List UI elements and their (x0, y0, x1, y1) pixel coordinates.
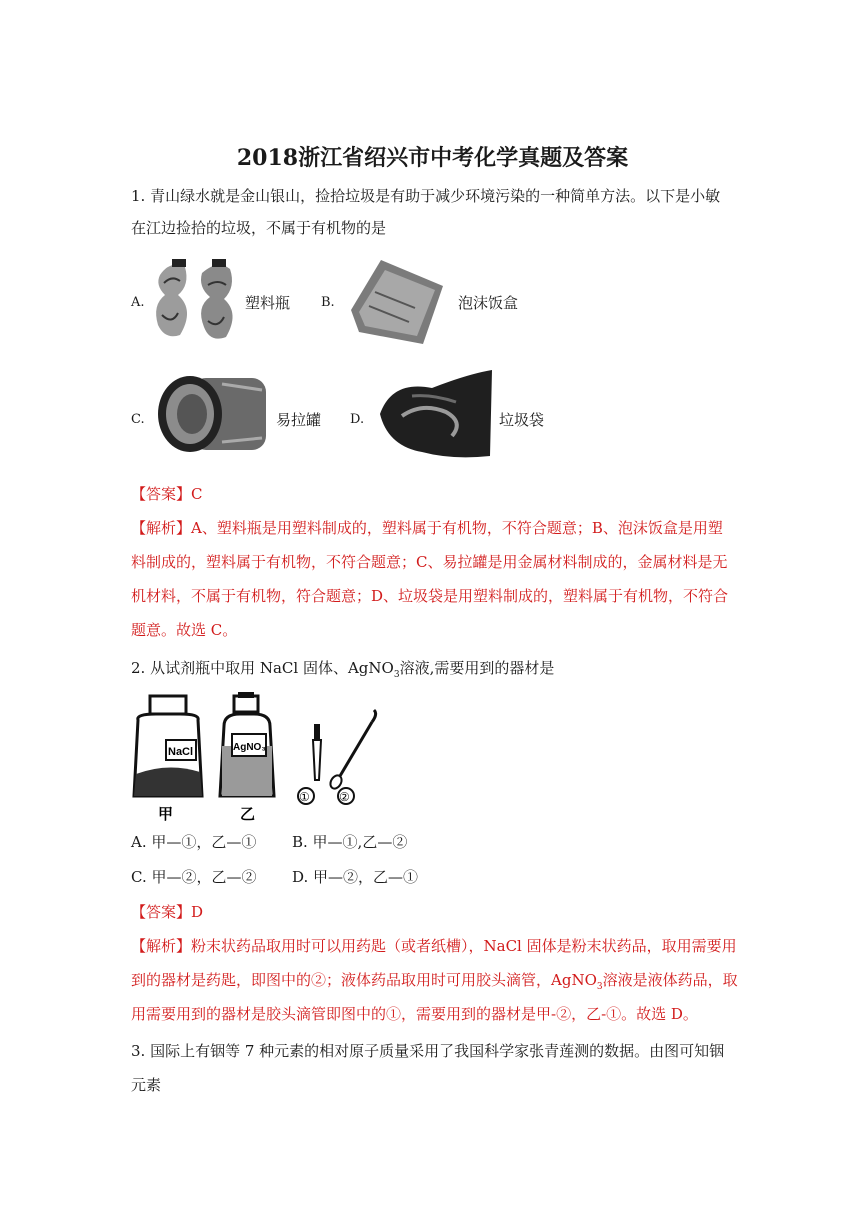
reagent-figure (128, 692, 390, 824)
page-title: 2018浙江省绍兴市中考化学真题及答案 (236, 145, 629, 171)
q2-stem (131, 658, 554, 685)
dropper-image (313, 724, 321, 780)
bottle-jia-label: NaCl (168, 746, 194, 758)
bottle-yi-image (220, 692, 274, 796)
q2-analysis-line2-post: 溶液是液体药品，取 (602, 971, 738, 989)
q1-option-d-letter: D. (350, 412, 365, 427)
q1-option-d-label: 垃圾袋 (499, 411, 545, 429)
garbage-bag-image (372, 366, 496, 462)
q1-option-c-label: 易拉罐 (276, 411, 322, 429)
q2-answer: 【答案】D (131, 903, 204, 921)
foam-lunchbox-image (345, 252, 447, 348)
q2-analysis-line2-pre: 到的器材是药匙，即图中的②；液体药品取用时可用胶头滴管，AgNO (131, 971, 597, 989)
soda-can-image (152, 368, 274, 458)
tool2-label: ② (339, 790, 350, 804)
q2-analysis-line2-sub: 3 (596, 982, 603, 992)
q1-option-a-label: 塑料瓶 (245, 294, 291, 312)
q2-analysis-line1: 【解析】粉末状药品取用时可以用药匙（或者纸槽），NaCl 固体是粉末状药品，取用需要用 (131, 937, 737, 955)
q1-option-c-letter: C. (131, 412, 145, 427)
q2-stem-pre: 2. 从试剂瓶中取用 NaCl 固体、AgNO (131, 659, 394, 677)
q1-answer: 【答案】C (131, 485, 203, 503)
bottle-jia-image (134, 696, 202, 796)
q3-stem-line2: 元素 (131, 1076, 162, 1094)
q2-analysis-line2 (131, 970, 738, 997)
tool1-label: ① (299, 790, 310, 804)
label-yi: 乙 (240, 805, 256, 823)
spoon-image (328, 710, 375, 791)
q2-analysis-line3: 用需要用到的器材是胶头滴管即图中的①，需要用到的器材是甲-②，乙-①。故选 D。 (131, 1005, 698, 1023)
q1-stem-line1: 1. 青山绿水就是金山银山，捡拾垃圾是有助于减少环境污染的一种简单方法。以下是小敏 (131, 187, 721, 205)
q2-stem-post: 溶液,需要用到的器材是 (399, 659, 555, 677)
q1-option-a-letter: A. (131, 295, 145, 310)
q1-stem-line2: 在江边捡拾的垃圾，不属于有机物的是 (131, 219, 387, 237)
q1-option-b-letter: B. (321, 295, 335, 310)
q1-analysis-line1: 【解析】A、塑料瓶是用塑料制成的，塑料属于有机物，不符合题意；B、泡沫饭盒是用塑 (131, 519, 723, 537)
q1-analysis-line2: 料制成的，塑料属于有机物，不符合题意；C、易拉罐是用金属材料制成的，金属材料是无 (131, 553, 728, 571)
q2-option-d: D. 甲—②，乙—① (292, 868, 419, 886)
q1-analysis-line3: 机材料，不属于有机物，符合题意；D、垃圾袋是用塑料制成的，塑料属于有机物，不符合 (131, 587, 729, 605)
q2-option-c: C. 甲—②，乙—② (131, 868, 257, 886)
q1-option-b-label: 泡沫饭盒 (458, 294, 519, 312)
plastic-bottle-image (150, 255, 242, 343)
label-jia: 甲 (158, 805, 174, 823)
q2-stem-sub: 3 (393, 670, 400, 680)
q2-option-a: A. 甲—①，乙—① (131, 833, 257, 851)
q2-option-b: B. 甲—①,乙—② (292, 833, 408, 851)
bottle-yi-label: AgNO₃ (233, 742, 266, 753)
q3-stem-line1: 3. 国际上有铟等 7 种元素的相对原子质量采用了我国科学家张青莲测的数据。由图可知铟 (131, 1042, 725, 1060)
q1-analysis-line4: 题意。故选 C。 (131, 621, 238, 639)
